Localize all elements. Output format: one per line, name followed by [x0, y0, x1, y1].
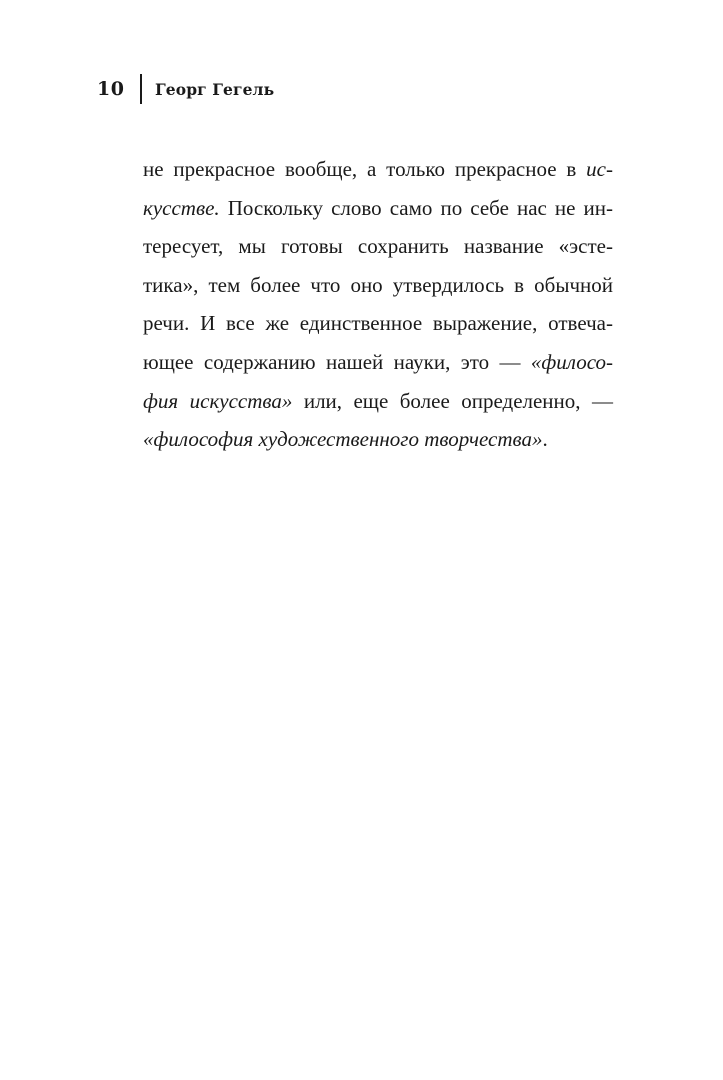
body-paragraph — [143, 150, 613, 459]
running-head — [97, 73, 274, 105]
text-line: кусстве. Поскольку слово само по себе нас не ин- — [143, 195, 613, 220]
emphasis-text: ис- — [586, 157, 613, 181]
author-name: Георг Гегель — [155, 79, 275, 99]
text-line: тика», тем более что оно утвердилось в обычной — [143, 272, 613, 297]
emphasis-text: «филосо- — [530, 349, 613, 374]
header-divider — [140, 74, 142, 104]
text-line: речи. И все же единственное выражение, отвеча- — [143, 311, 613, 336]
emphasis-text: «философия художественного творчества» — [143, 427, 543, 452]
emphasis-text: фия искусства» — [143, 388, 293, 413]
page-number: 10 — [97, 78, 125, 100]
emphasis-text: кусстве. — [143, 195, 220, 220]
text-line: тересует, мы готовы сохранить название «эсте- — [143, 234, 613, 259]
text-line: не прекрасное вообще, а только прекрасное в ис- — [143, 157, 613, 181]
text-line: фия искусства» или, еще более определенно, — — [143, 388, 613, 413]
text-line: ющее содержанию нашей науки, это — «филосо- — [143, 349, 613, 374]
text-line: «философия художественного творчества». — [143, 427, 548, 452]
